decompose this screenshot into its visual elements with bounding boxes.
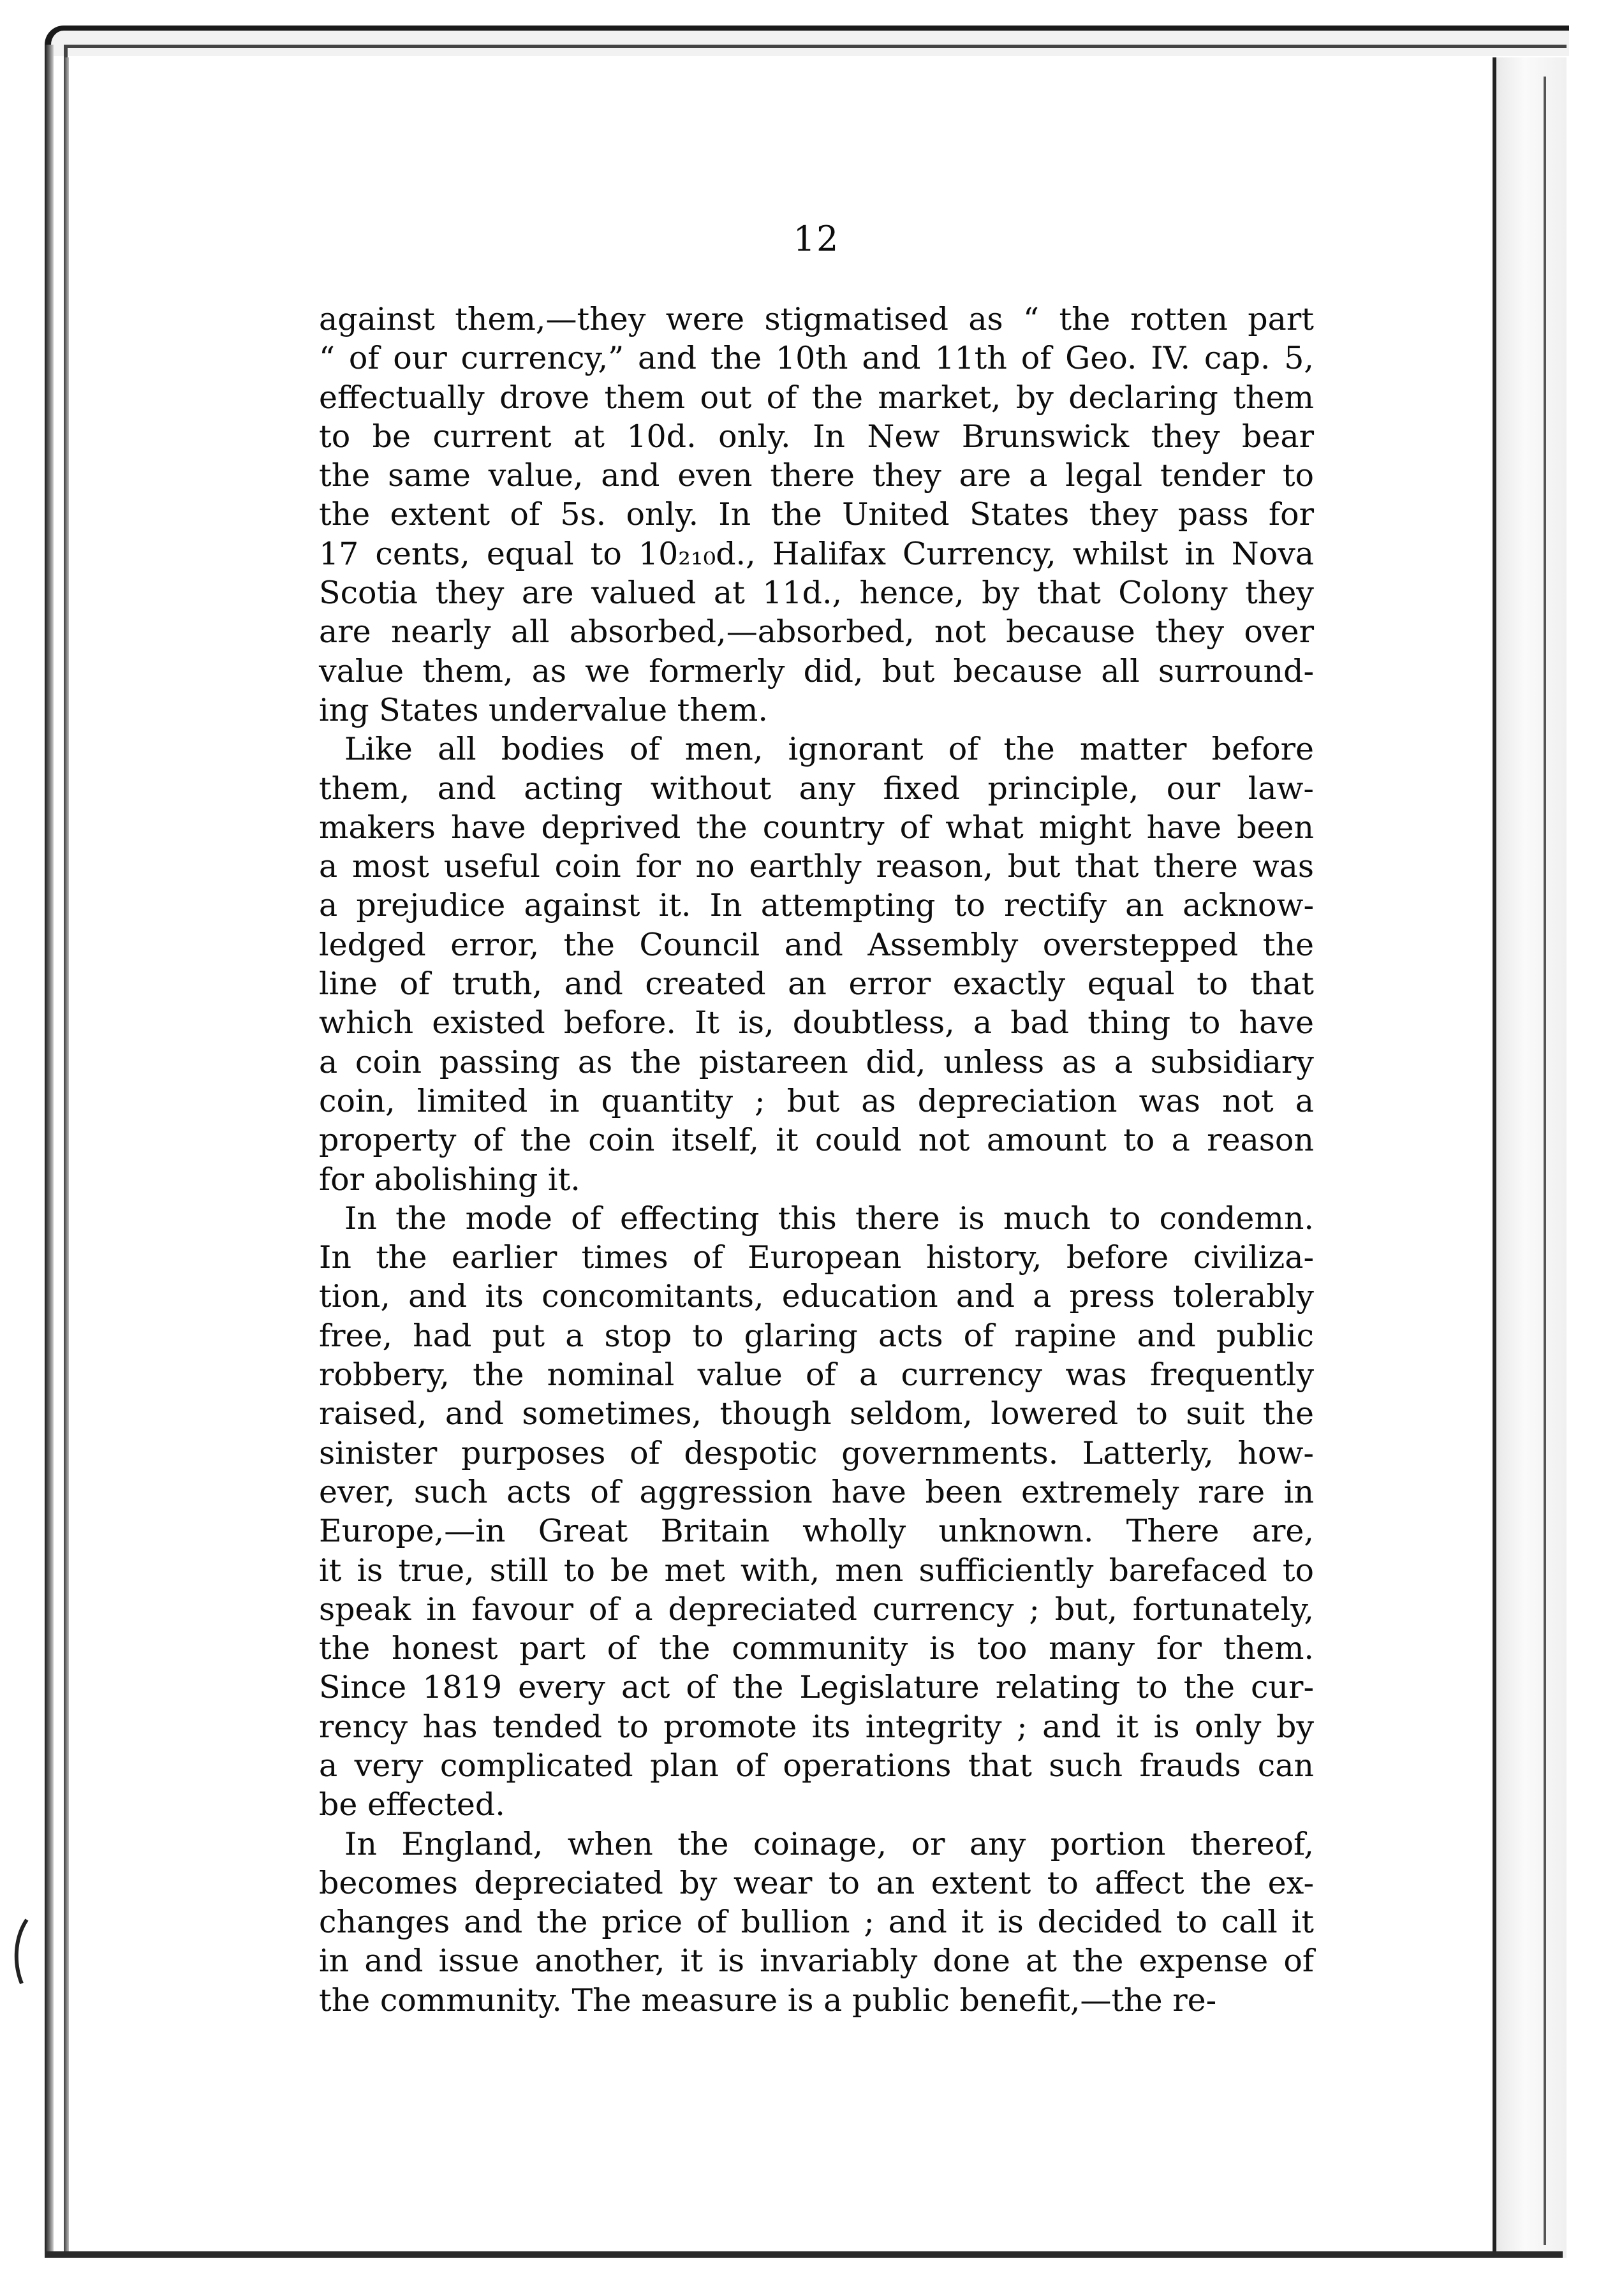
paragraph — [319, 300, 1314, 730]
text-line: ever, such acts of aggression have been extremely rare in — [319, 1473, 1314, 1510]
book-left-edge — [45, 45, 54, 2258]
text-line: Like all bodies of men, ignorant of the matter before — [344, 731, 1314, 768]
book-top-edge-inner — [64, 45, 1567, 63]
text-line: against them,—they were stigmatised as “ the rotten part — [319, 301, 1314, 337]
book-page — [319, 217, 1314, 2020]
text-line: a very complicated plan of operations that such frauds can — [319, 1747, 1314, 1784]
text-line: property of the coin itself, it could not amount to a reason — [319, 1122, 1314, 1159]
text-line: In the mode of effecting this there is much to condemn. — [344, 1200, 1314, 1237]
text-line: line of truth, and created an error exactly equal to that — [319, 966, 1314, 1003]
book-bottom-edge — [45, 2251, 1563, 2258]
text-line: to be current at 10d. only. In New Brunswick they bear — [319, 418, 1314, 455]
text-line: rency has tended to promote its integrity ; and it is only by — [319, 1708, 1314, 1745]
text-line: ledged error, the Council and Assembly overstepped the — [319, 926, 1314, 963]
text-line: value them, as we formerly did, but because all surround- — [319, 652, 1314, 689]
text-line: in and issue another, it is invariably done at the expense of — [319, 1943, 1314, 1980]
text-line: In the earlier times of European history, before civiliza- — [319, 1239, 1314, 1276]
page-number: 12 — [793, 219, 840, 259]
paragraph — [319, 1199, 1314, 1825]
book-right-fold — [1493, 57, 1567, 2258]
text-line: “ of our currency,” and the 10th and 11th of Geo. IV. cap. 5, — [319, 340, 1314, 377]
text-line: Scotia they are valued at 11d., hence, by that Colony they — [319, 575, 1314, 612]
book-gutter-line — [1544, 77, 1546, 2245]
text-line: the honest part of the community is too many for them. — [319, 1630, 1314, 1667]
text-line: for abolishing it. — [319, 1161, 580, 1198]
text-line: robbery, the nominal value of a currency was frequently — [319, 1357, 1314, 1394]
body-text — [319, 300, 1314, 2020]
text-line: the extent of 5s. only. In the United States they pass for — [319, 496, 1314, 533]
text-line: Since 1819 every act of the Legislature relating to the cur- — [319, 1669, 1314, 1706]
text-line: are nearly all absorbed,—absorbed, not because they over — [319, 614, 1314, 651]
text-line: speak in favour of a depreciated currency ; but, fortunately, — [319, 1591, 1314, 1628]
text-line: tion, and its concomitants, education and a press tolerably — [319, 1278, 1314, 1315]
text-line: sinister purposes of despotic governments. Latterly, how- — [319, 1434, 1314, 1471]
text-line: it is true, still to be met with, men sufficiently barefaced to — [319, 1552, 1314, 1589]
text-line: a most useful coin for no earthly reason, but that there was — [319, 848, 1314, 885]
text-line: coin, limited in quantity ; but as depreciation was not a — [319, 1082, 1314, 1119]
book-left-edge-inner — [64, 57, 69, 2251]
text-line: a coin passing as the pistareen did, unless as a subsidiary — [319, 1043, 1314, 1080]
text-line: Europe,—in Great Britain wholly unknown. There are, — [319, 1513, 1314, 1550]
margin-bracket-mark — [8, 1913, 33, 1990]
text-line: a prejudice against it. In attempting to rectify an acknow- — [319, 887, 1314, 924]
text-line: makers have deprived the country of what might have been — [319, 809, 1314, 846]
text-line: 17 cents, equal to 10₂₁₀d., Halifax Currency, whilst in Nova — [319, 535, 1314, 572]
text-line: them, and acting without any fixed principle, our law- — [319, 770, 1314, 807]
text-line: be effected. — [319, 1786, 505, 1823]
text-line: free, had put a stop to glaring acts of rapine and public — [319, 1317, 1314, 1354]
text-line: raised, and sometimes, though seldom, lowered to suit the — [319, 1395, 1314, 1432]
text-line: the same value, and even there they are a legal tender to — [319, 457, 1314, 494]
paragraph — [319, 730, 1314, 1199]
text-line: changes and the price of bullion ; and it is decided to call it — [319, 1904, 1314, 1941]
text-line: In England, when the coinage, or any portion thereof, — [344, 1825, 1314, 1862]
text-line: becomes depreciated by wear to an extent to affect the ex- — [319, 1864, 1314, 1901]
paragraph — [319, 1825, 1314, 2020]
text-line: which existed before. It is, doubtless, a bad thing to have — [319, 1004, 1314, 1041]
text-line: ing States undervalue them. — [319, 691, 768, 728]
text-line: the community. The measure is a public benefit,—the re- — [319, 1982, 1217, 2019]
text-line: effectually drove them out of the market, by declaring them — [319, 379, 1314, 416]
